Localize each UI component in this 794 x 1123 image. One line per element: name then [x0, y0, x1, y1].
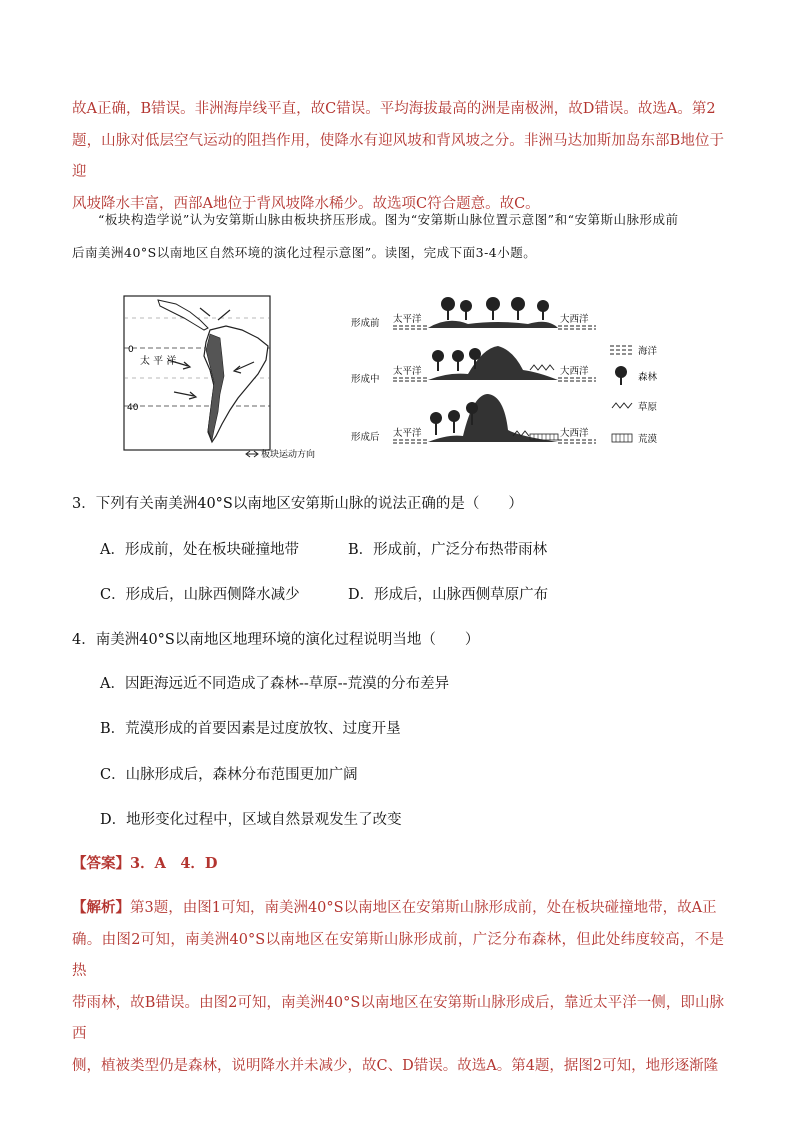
answer-tag: 【答案】 [72, 855, 130, 872]
question-4-stem: 4．南美洲40°S以南地区地理环境的演化过程说明当地（ ） [72, 632, 480, 648]
question-3-option-c: C．形成后，山脉西侧降水减少 [100, 587, 300, 603]
lat-0-label: 0 [128, 345, 134, 355]
analysis-line-4: 侧，植被类型仍是森林，说明降水并未减少，故C、D错误。故选A。第4题，据图2可知，地形逐渐隆 [72, 1057, 719, 1074]
question-3-option-a: A．形成前，处在板块碰撞地带 [100, 542, 299, 558]
plate-arrow-legend: 板块运动方向 [261, 450, 316, 460]
intro-line-1: “板块构造学说”认为安第斯山脉由板块挤压形成。图为“安第斯山脉位置示意图”和“安第斯山脉形成前 [98, 212, 679, 227]
analysis-tag: 【解析】 [72, 899, 130, 916]
question-4-option-b: B．荒漠形成的首要因素是过度放牧、过度开垦 [100, 721, 401, 737]
stage-after-right: 大西洋 [560, 428, 589, 439]
stage-during [351, 346, 596, 385]
legend-ocean: 海洋 [638, 346, 658, 357]
analysis-line-3: 带雨林，故B错误。由图2可知，南美洲40°S以南地区在安第斯山脉形成后，靠近太平洋一侧，即山脉西 [72, 994, 724, 1042]
question-4-option-d: D．地形变化过程中，区域自然景观发生了改变 [100, 812, 402, 828]
stage-before-left: 太平洋 [393, 314, 422, 325]
stage-after-label: 形成后 [351, 432, 380, 443]
stage-during-right: 大西洋 [560, 366, 589, 377]
top-analysis-line-2: 题，山脉对低层空气运动的阻挡作用，使降水有迎风坡和背风坡之分。非洲马达加斯加岛东部B地位于迎 [72, 132, 724, 180]
legend-desert: 荒漠 [638, 434, 658, 445]
map-pacific-label: 太 平 洋 [140, 356, 177, 367]
question-4-option-c: C．山脉形成后，森林分布范围更加广阔 [100, 767, 358, 783]
top-analysis-line-3: 风坡降水丰富，西部A地位于背风坡降水稀少。故选项C符合题意。故C。 [72, 195, 540, 212]
legend-forest: 森林 [638, 372, 658, 383]
andes-location-map [124, 296, 315, 460]
stage-during-label: 形成中 [351, 374, 380, 385]
stage-after-left: 太平洋 [393, 428, 422, 439]
top-analysis-line-1: 故A正确，B错误。非洲海岸线平直，故C错误。平均海拔最高的洲是南极洲，故D错误。故选A。第2 [72, 101, 716, 117]
question-4-option-a: A．因距海远近不同造成了森林--草原--荒漠的分布差异 [100, 676, 450, 692]
stage-before-right: 大西洋 [560, 314, 589, 325]
question-3-stem: 3．下列有关南美洲40°S以南地区安第斯山脉的说法正确的是（ ） [72, 496, 523, 512]
answer-line [72, 852, 218, 873]
map-andes-label: 安第斯山脉 [222, 352, 234, 400]
stage-before-label: 形成前 [351, 318, 380, 329]
stage-during-left: 太平洋 [393, 366, 422, 377]
stage-before [351, 297, 596, 329]
intro-paragraph [72, 203, 728, 269]
question-3-option-d: D．形成后，山脉西侧草原广布 [348, 587, 549, 603]
stage-after [351, 394, 596, 443]
top-analysis [72, 94, 724, 220]
answer-text: 3．A 4．D [130, 855, 218, 872]
intro-line-2: 后南美洲40°S以南地区自然环境的演化过程示意图”。读图，完成下面3-4小题。 [72, 245, 537, 260]
legend-grassland: 草原 [638, 402, 658, 413]
figure-legend [610, 345, 658, 445]
analysis-line-1: 第3题，由图1可知，南美洲40°S以南地区在安第斯山脉形成前，处在板块碰撞地带，故A正 [130, 900, 717, 916]
question-3-option-b: B．形成前，广泛分布热带雨林 [348, 542, 548, 558]
lat-40-label: 40 [127, 403, 139, 413]
analysis-paragraph [72, 892, 724, 1082]
andes-figure [118, 290, 678, 460]
analysis-line-2: 确。由图2可知，南美洲40°S以南地区在安第斯山脉形成前，广泛分布森林，但此处纬度较高，不是热 [72, 931, 724, 979]
